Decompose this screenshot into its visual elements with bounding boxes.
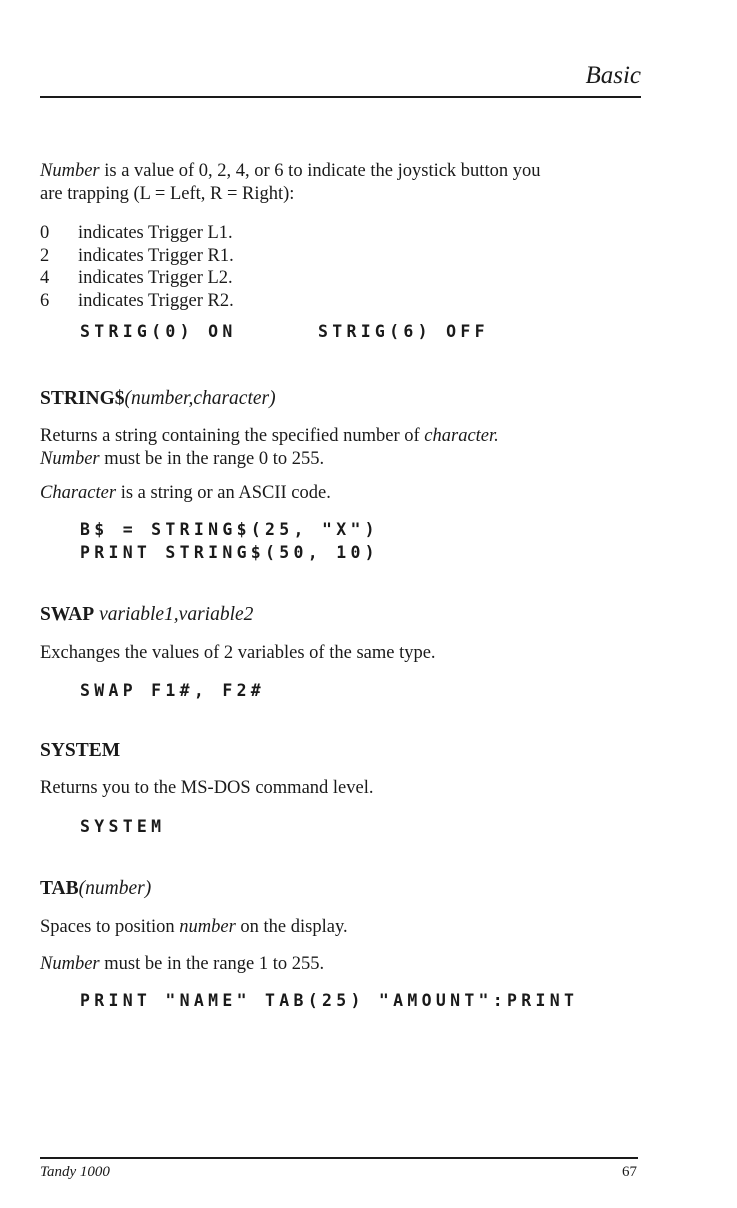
string-code-1: B$ = STRING$(25, "X"): [80, 520, 379, 539]
string-desc-char: Character is a string or an ASCII code.: [40, 483, 331, 503]
system-code: SYSTEM: [80, 817, 166, 836]
header-rule: [40, 96, 641, 98]
string-heading: STRING$(number,character): [40, 388, 276, 409]
page-number: 67: [622, 1164, 637, 1180]
swap-desc: Exchanges the values of 2 variables of the same type.: [40, 643, 436, 663]
strig-example-off: STRIG(6) OFF: [318, 322, 489, 341]
swap-code: SWAP F1#, F2#: [80, 681, 266, 700]
tab-desc-1: Spaces to position number on the display.: [40, 917, 348, 937]
trigger-list: [40, 222, 234, 312]
list-item: [40, 290, 234, 313]
list-text: indicates Trigger L1.: [78, 223, 233, 243]
system-desc: Returns you to the MS-DOS command level.: [40, 778, 374, 798]
list-item: [40, 245, 234, 268]
string-desc: Returns a string containing the specified number of character. Number must be in the range 0 to 255.: [40, 426, 499, 469]
footer-title: Tandy 1000: [40, 1164, 110, 1180]
list-number: 6: [40, 290, 50, 311]
intro-em: Number: [40, 161, 100, 181]
running-header: Basic: [585, 62, 641, 89]
strig-intro: [40, 160, 645, 206]
string-code-2: PRINT STRING$(50, 10): [80, 543, 379, 562]
list-text: indicates Trigger R2.: [78, 290, 234, 311]
swap-heading: SWAP variable1,variable2: [40, 604, 254, 625]
intro-rest: is a value of 0, 2, 4, or 6 to indicate the joystick button you: [99, 161, 541, 181]
list-number: 2: [40, 245, 50, 266]
tab-desc-2: Number must be in the range 1 to 255.: [40, 954, 325, 974]
footer-rule: [40, 1157, 638, 1159]
list-item: [40, 222, 234, 245]
intro-line2: are trapping (L = Left, R = Right):: [40, 184, 295, 204]
list-number: 4: [40, 268, 50, 288]
list-text: indicates Trigger L2.: [78, 268, 233, 288]
list-text: indicates Trigger R1.: [78, 245, 234, 266]
system-heading: SYSTEM: [40, 740, 121, 761]
tab-heading: TAB(number): [40, 878, 152, 899]
strig-example-on: STRIG(0) ON: [80, 322, 237, 341]
tab-code: PRINT "NAME" TAB(25) "AMOUNT":PRINT: [80, 991, 579, 1010]
list-number: 0: [40, 223, 50, 243]
list-item: [40, 267, 234, 290]
